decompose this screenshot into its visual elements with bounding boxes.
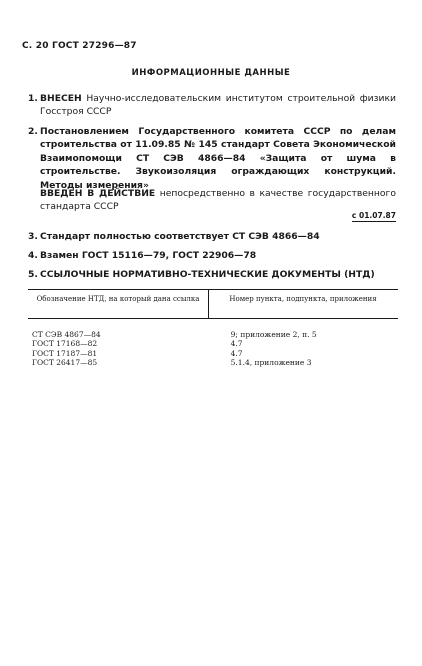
item-text: Взамен ГОСТ 15116—79, ГОСТ 22906—78 (40, 250, 257, 261)
table-row (28, 349, 398, 358)
introduced-paragraph (40, 187, 396, 214)
info-item-4 (28, 249, 396, 262)
table-cell-clause: 5.1.4, приложение 3 (230, 358, 312, 368)
item-number: 2. (28, 126, 38, 137)
table-cell-document: ГОСТ 17168—82 (32, 339, 98, 349)
table-cell-clause: 9; приложение 2, п. 5 (230, 330, 317, 339)
table-cell-document: ГОСТ 17187—81 (32, 348, 98, 358)
introduced-text: непосредственно в качестве государственного стандарта СССР (40, 188, 396, 213)
introduced-lead: ВВЕДЕН В ДЕЙСТВИЕ (40, 188, 156, 199)
reference-table-body (28, 330, 398, 368)
table-row (28, 358, 398, 367)
table-row (28, 339, 398, 348)
info-item-3 (28, 230, 396, 243)
table-cell-document: СТ СЭВ 4867—84 (32, 330, 101, 339)
info-item-1 (28, 92, 396, 119)
item-lead: ВНЕСЕН (40, 93, 82, 104)
item-number: 5. (28, 269, 38, 280)
table-row (28, 330, 398, 339)
table-header-clause: Номер пункта, подпункта, приложения (229, 295, 377, 303)
table-cell-clause: 4.7 (230, 339, 243, 349)
item-text: ССЫЛОЧНЫЕ НОРМАТИВНО-ТЕХНИЧЕСКИЕ ДОКУМЕНТЫ (НТД) (40, 269, 375, 280)
item-number: 4. (28, 250, 38, 261)
table-header-document: Обозначение НТД, на который дана ссылка (36, 295, 200, 303)
item-number: 1. (28, 93, 38, 104)
item-text: Стандарт полностью соответствует СТ СЭВ 4866—84 (40, 231, 320, 242)
table-cell-clause: 4.7 (230, 348, 243, 358)
item-number: 3. (28, 231, 38, 242)
section-title: ИНФОРМАЦИОННЫЕ ДАННЫЕ (131, 68, 291, 78)
effective-date: с 01.07.87 (351, 211, 396, 220)
info-item-5 (28, 268, 396, 281)
table-cell-document: ГОСТ 26417—85 (32, 358, 98, 368)
table-top-rule (28, 289, 398, 290)
item-text: Постановлением Государственного комитета СССР по делам строительства от 11.09.85 № 145 стандарт Совета Экономической Взаимопомощи СТ СЭВ 4866—84 «Защита от шума в строительстве. Звукоизоляция ограждающих конструкций. Методы измерения» (40, 126, 396, 191)
page-header: С. 20 ГОСТ 27296—87 (22, 41, 137, 51)
table-header-rule (28, 318, 398, 319)
info-item-2 (28, 125, 396, 192)
item-text: Научно-исследовательским институтом строительной физики Госстроя СССР (40, 93, 397, 118)
